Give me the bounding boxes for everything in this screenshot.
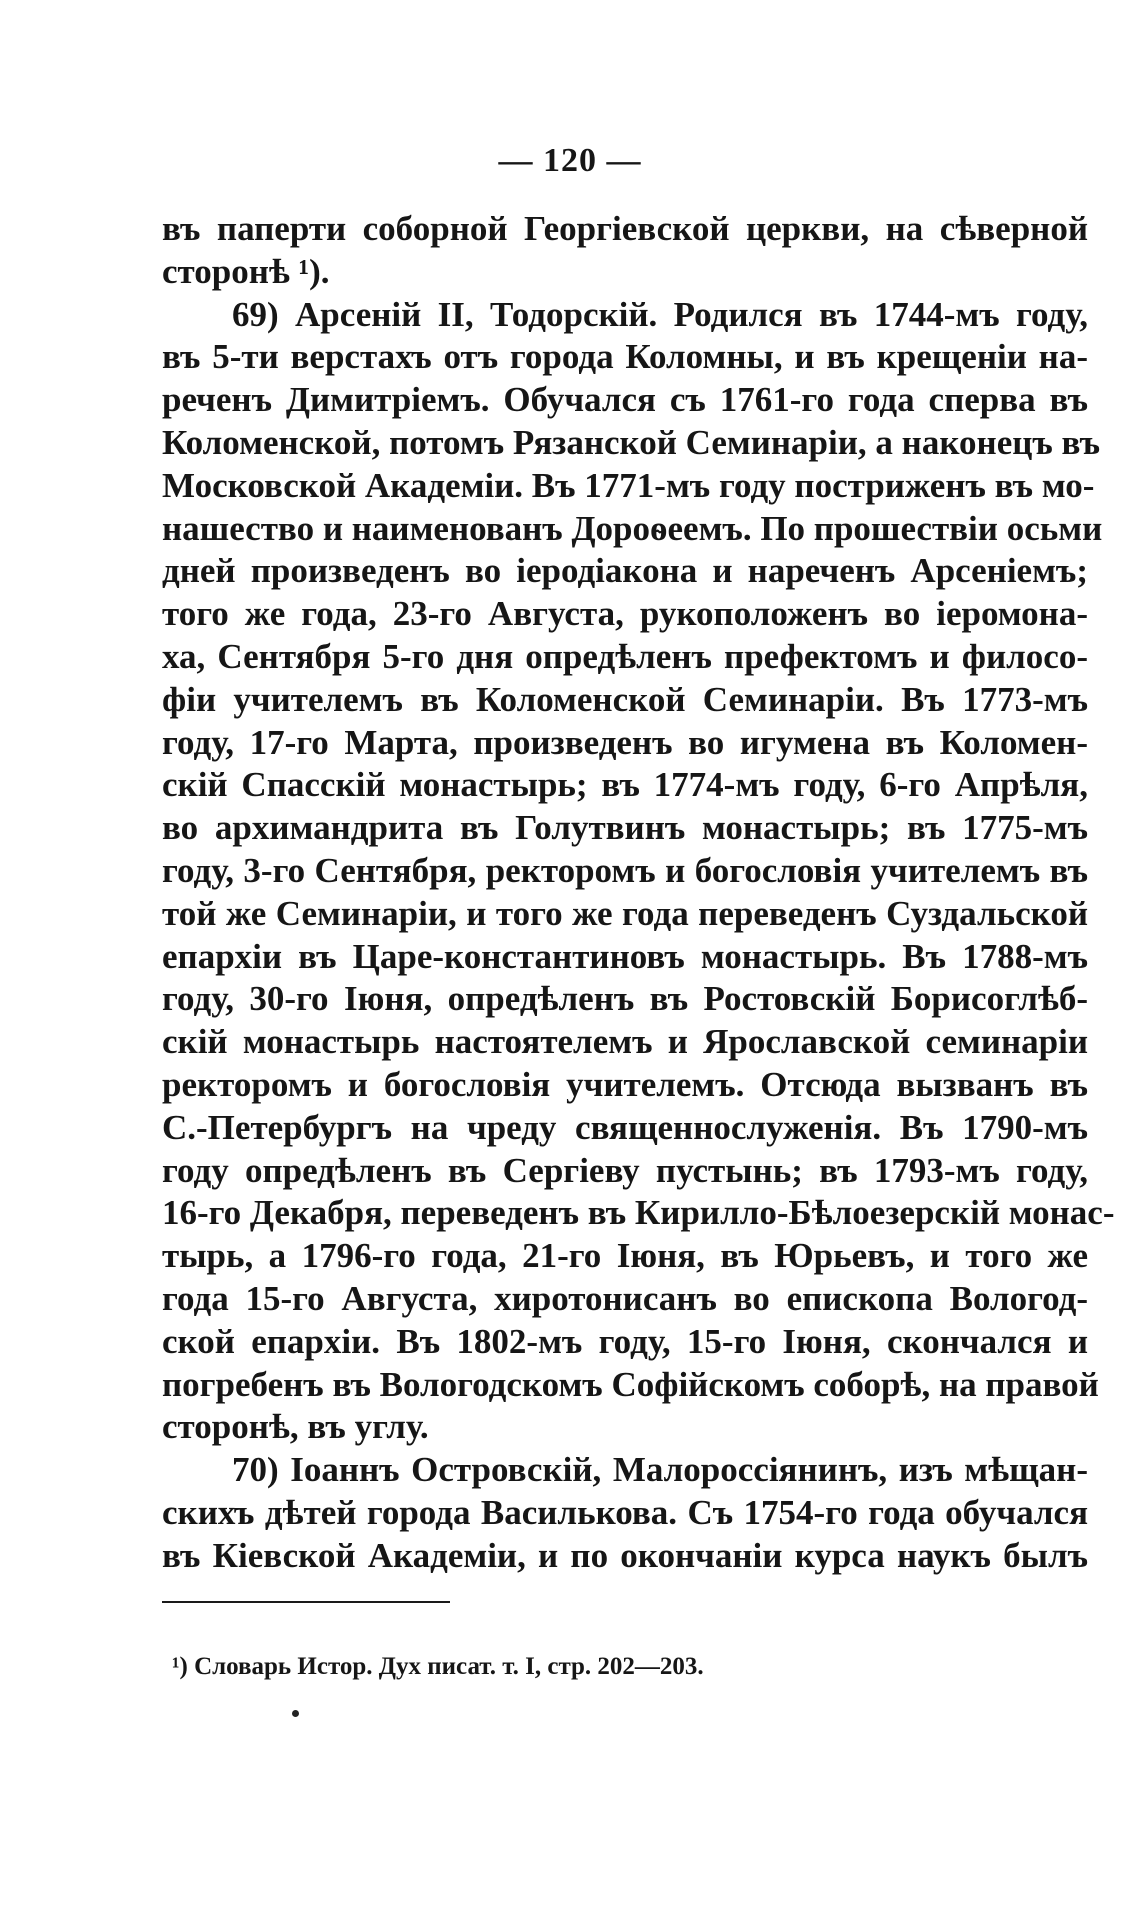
text-line: реченъ Димитріемъ. Обучался съ 1761-го года сперва въ — [162, 380, 1088, 420]
print-speck — [292, 1710, 299, 1717]
body-text — [162, 208, 1115, 1578]
text-line: скихъ дѣтей города Василькова. Съ 1754-го года обучался — [162, 1492, 1088, 1532]
page-number: — 120 — — [498, 142, 642, 179]
text-line: нашество и наименованъ Дороѳеемъ. По прошествіи осьми — [162, 508, 1103, 548]
paragraph-start-69: 69) Арсеній II, Тодорскій. Родился въ 1744-мъ году, — [232, 294, 1088, 334]
text-line: фіи учителемъ въ Коломенской Семинаріи. Въ 1773-мъ — [162, 679, 1088, 719]
text-line: ской епархіи. Въ 1802-мъ году, 15-го Іюня, скончался и — [162, 1321, 1088, 1361]
text-line: году, 17-го Марта, произведенъ во игумена въ Коломен- — [162, 722, 1088, 762]
text-line: С.-Петербургъ на чреду священнослуженія. Въ 1790-мъ — [162, 1107, 1088, 1147]
text-line: во архимандрита въ Голутвинъ монастырь; въ 1775-мъ — [162, 808, 1088, 848]
text-line: году опредѣленъ въ Сергіеву пустынь; въ 1793-мъ году, — [162, 1150, 1088, 1190]
text-line: году, 30-го Іюня, опредѣленъ въ Ростовскій Борисоглѣб- — [162, 979, 1088, 1019]
text-line: году, 3-го Сентября, ректоромъ и богословія учителемъ въ — [162, 850, 1088, 890]
text-line: Московской Академіи. Въ 1771-мъ году постриженъ въ мо- — [162, 465, 1095, 505]
text-line: въ паперти соборной Георгіевской церкви, на сѣверной — [162, 209, 1088, 248]
text-line: погребенъ въ Вологодскомъ Софійскомъ соборѣ, на правой — [162, 1364, 1099, 1404]
text-line: скій монастырь настоятелемъ и Ярославской семинаріи — [162, 1022, 1088, 1062]
text-line: сторонѣ ¹). — [162, 251, 330, 291]
text-line: сторонѣ, въ углу. — [162, 1407, 429, 1447]
text-line: той же Семинаріи, и того же года переведенъ Суздальской — [162, 893, 1088, 933]
text-line: дней произведенъ во іеродіакона и нареченъ Арсеніемъ; — [162, 551, 1088, 591]
text-line: скій Спасскій монастырь; въ 1774-мъ году, 6-го Апрѣля, — [162, 765, 1088, 805]
text-line: ректоромъ и богословія учителемъ. Отсюда вызванъ въ — [162, 1064, 1088, 1104]
text-line: года 15-го Августа, хиротонисанъ во епископа Вологод- — [162, 1278, 1088, 1318]
text-line: ха, Сентября 5-го дня опредѣленъ префектомъ и филосо- — [162, 636, 1088, 676]
paragraph-start-70: 70) Іоаннъ Островскій, Малороссіянинъ, изъ мѣщан- — [232, 1450, 1088, 1490]
footnote: ¹) Словарь Истор. Дух писат. т. I, стр. 202—203. — [172, 1653, 704, 1680]
text-line: въ 5-ти верстахъ отъ города Коломны, и въ крещеніи на- — [162, 337, 1088, 377]
text-line: Коломенской, потомъ Рязанской Семинаріи, а наконецъ въ — [162, 422, 1100, 462]
text-line: 16-го Декабря, переведенъ въ Кирилло-Бѣлоезерскій монас- — [162, 1193, 1115, 1233]
text-line: того же года, 23-го Августа, рукоположенъ во іеромона- — [162, 594, 1088, 634]
text-line: епархіи въ Царе-константиновъ монастырь. Въ 1788-мъ — [162, 936, 1088, 976]
text-line: тырь, а 1796-го года, 21-го Іюня, въ Юрьевъ, и того же — [162, 1236, 1088, 1276]
footnote-divider — [162, 1601, 450, 1603]
text-line: въ Кіевской Академіи, и по окончаніи курса наукъ былъ — [162, 1535, 1088, 1575]
